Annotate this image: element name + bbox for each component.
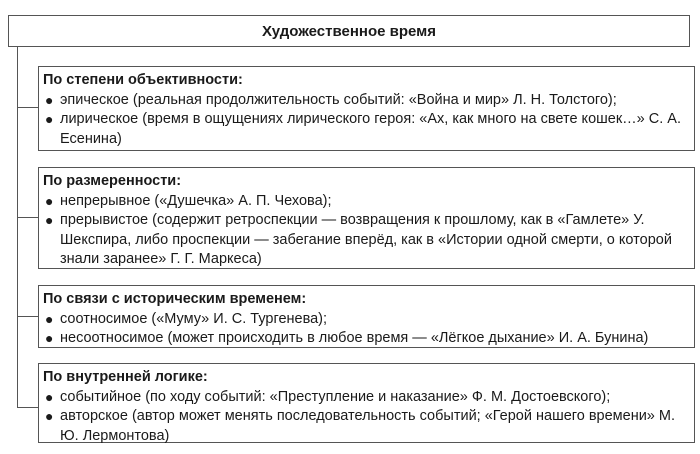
bullet-icon: ● bbox=[45, 192, 54, 209]
bullet-icon: ● bbox=[45, 408, 54, 424]
list-item bbox=[43, 407, 688, 446]
bullet-icon: ● bbox=[45, 212, 54, 228]
bullet-icon: ● bbox=[45, 111, 54, 127]
list-item bbox=[43, 329, 688, 349]
item-text: соотносимое («Муму» И. С. Тургенева); bbox=[60, 310, 328, 327]
connector-branch bbox=[17, 217, 38, 218]
item-list bbox=[43, 388, 688, 447]
section-regularity bbox=[38, 167, 695, 269]
item-text: эпическое (реальная продолжительность событий: «Война и мир» Л. Н. Толстого); bbox=[60, 91, 617, 108]
section-internal-logic bbox=[38, 363, 695, 443]
bullet-icon: ● bbox=[45, 388, 54, 405]
list-item bbox=[43, 211, 688, 270]
list-item bbox=[43, 310, 688, 330]
item-text: лирическое (время в ощущениях лирического героя: «Ах, как много на свете кошек…» С. А. Есенина) bbox=[60, 111, 681, 147]
item-text: событийное (по ходу событий: «Преступление и наказание» Ф. М. Достоевского); bbox=[60, 388, 611, 405]
section-historical-time bbox=[38, 285, 695, 348]
section-heading: По внутренней логике: bbox=[43, 369, 208, 385]
item-text: несоотносимое (может происходить в любое время — «Лёгкое дыхание» И. А. Бунина) bbox=[60, 330, 649, 346]
section-heading: По связи с историческим временем: bbox=[43, 291, 307, 307]
diagram-title: Художественное время bbox=[8, 15, 690, 47]
section-objectivity bbox=[38, 66, 695, 151]
bullet-icon: ● bbox=[45, 330, 54, 346]
item-list bbox=[43, 192, 688, 270]
list-item bbox=[43, 110, 688, 149]
section-heading: По степени объективности: bbox=[43, 72, 243, 88]
item-list bbox=[43, 91, 688, 150]
list-item bbox=[43, 91, 688, 111]
bullet-icon: ● bbox=[45, 310, 54, 327]
item-list bbox=[43, 310, 688, 349]
section-heading: По размеренности: bbox=[43, 173, 182, 189]
connector-branch bbox=[17, 107, 38, 108]
connector-branch bbox=[17, 407, 38, 408]
item-text: непрерывное («Душечка» А. П. Чехова); bbox=[60, 192, 332, 209]
item-text: прерывистое (содержит ретроспекции — возвращения к прошлому, как в «Гамлете» У. Шекспира, либо проспекции — забегание вперёд, как в «Истории одной смерти, о которой знали заранее» Г. Г. Маркеса) bbox=[60, 212, 672, 267]
bullet-icon: ● bbox=[45, 91, 54, 108]
connector-trunk bbox=[17, 47, 18, 408]
list-item bbox=[43, 192, 688, 212]
item-text: авторское (автор может менять последовательность событий; «Герой нашего времени» М. Ю. Лермонтова) bbox=[60, 408, 675, 444]
list-item bbox=[43, 388, 688, 408]
connector-branch bbox=[17, 316, 38, 317]
